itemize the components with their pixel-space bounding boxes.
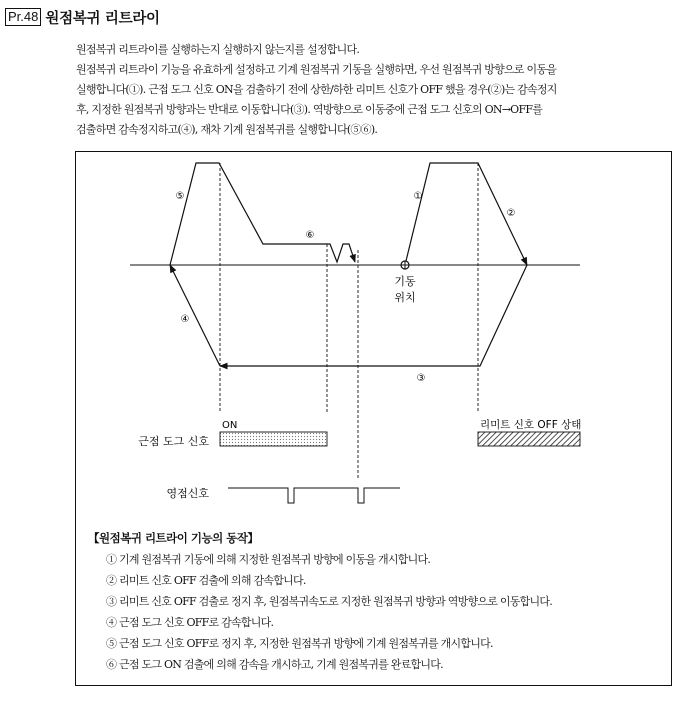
zero-signal-label: 영점신호 <box>166 487 209 500</box>
limit-off-label: 리미트 신호 OFF 상태 <box>480 419 582 431</box>
legend-title: 【원점복귀 리트라이 기능의 동작】 <box>88 531 259 545</box>
marker-5: ⑤ <box>175 191 185 202</box>
move-profile-decel-stop <box>170 265 220 366</box>
zero-signal-waveform <box>228 488 400 503</box>
legend-item: ⑤ 근점 도그 신호 OFF로 정지 후, 지정한 원점복귀 방향에 기계 원점복귀를 개시합니다. <box>106 637 493 650</box>
description-line: 원점복귀 리트라이를 실행하는지 실행하지 않는지를 설정합니다. <box>76 43 360 56</box>
legend-item: ③ 리미트 신호 OFF 검출로 정지 후, 원점복귀속도로 지정한 원점복귀 방향과 역방향으로 이동합니다. <box>106 595 553 608</box>
marker-4: ④ <box>180 314 190 325</box>
legend-item: ⑥ 근점 도그 ON 검출에 의해 감속을 개시하고, 기계 원점복귀를 완료합니다. <box>106 658 443 671</box>
legend-item: ④ 근점 도그 신호 OFF로 감속합니다. <box>106 616 274 629</box>
start-position-label-line1: 기동 <box>394 275 416 288</box>
dog-on-label: ON <box>222 420 238 431</box>
page-title: 원점복귀 리트라이 <box>45 10 160 27</box>
marker-3: ③ <box>416 373 426 384</box>
marker-6: ⑥ <box>305 230 315 241</box>
dog-signal-label: 근점 도그 신호 <box>138 435 209 448</box>
description-line: 검출하면 감속정지하고(④), 재차 기계 원점복귀를 실행합니다(⑤⑥). <box>76 123 378 136</box>
legend-list <box>106 549 552 675</box>
legend-item: ② 리미트 신호 OFF 검출에 의해 감속합니다. <box>106 574 306 587</box>
limit-signal-off-region <box>478 432 580 446</box>
move-profile-reverse <box>220 265 527 366</box>
marker-2: ② <box>506 208 516 219</box>
description-line: 원점복귀 리트라이 기능을 유효하게 설정하고 기계 원점복귀 기동을 실행하면, 우선 원점복귀 방향으로 이동을 <box>76 63 557 76</box>
description-line: 실행합니다(①). 근접 도그 신호 ON을 검출하기 전에 상한/하한 리미트 신호가 OFF 했을 경우(②)는 감속정지 <box>76 83 557 96</box>
marker-1: ① <box>413 191 423 202</box>
legend-item: ① 기계 원점복귀 기동에 의해 지정한 원점복귀 방향에 이동을 개시합니다. <box>106 553 431 566</box>
description-line: 후, 지정한 원점복귀 방향과는 반대로 이동합니다(③). 역방향으로 이동중에 근접 도그 신호의 ON→OFF를 <box>76 103 543 116</box>
start-position-label-line2: 위치 <box>394 291 416 304</box>
dog-signal-on-region <box>220 432 327 446</box>
parameter-code: Pr.48 <box>5 8 41 26</box>
